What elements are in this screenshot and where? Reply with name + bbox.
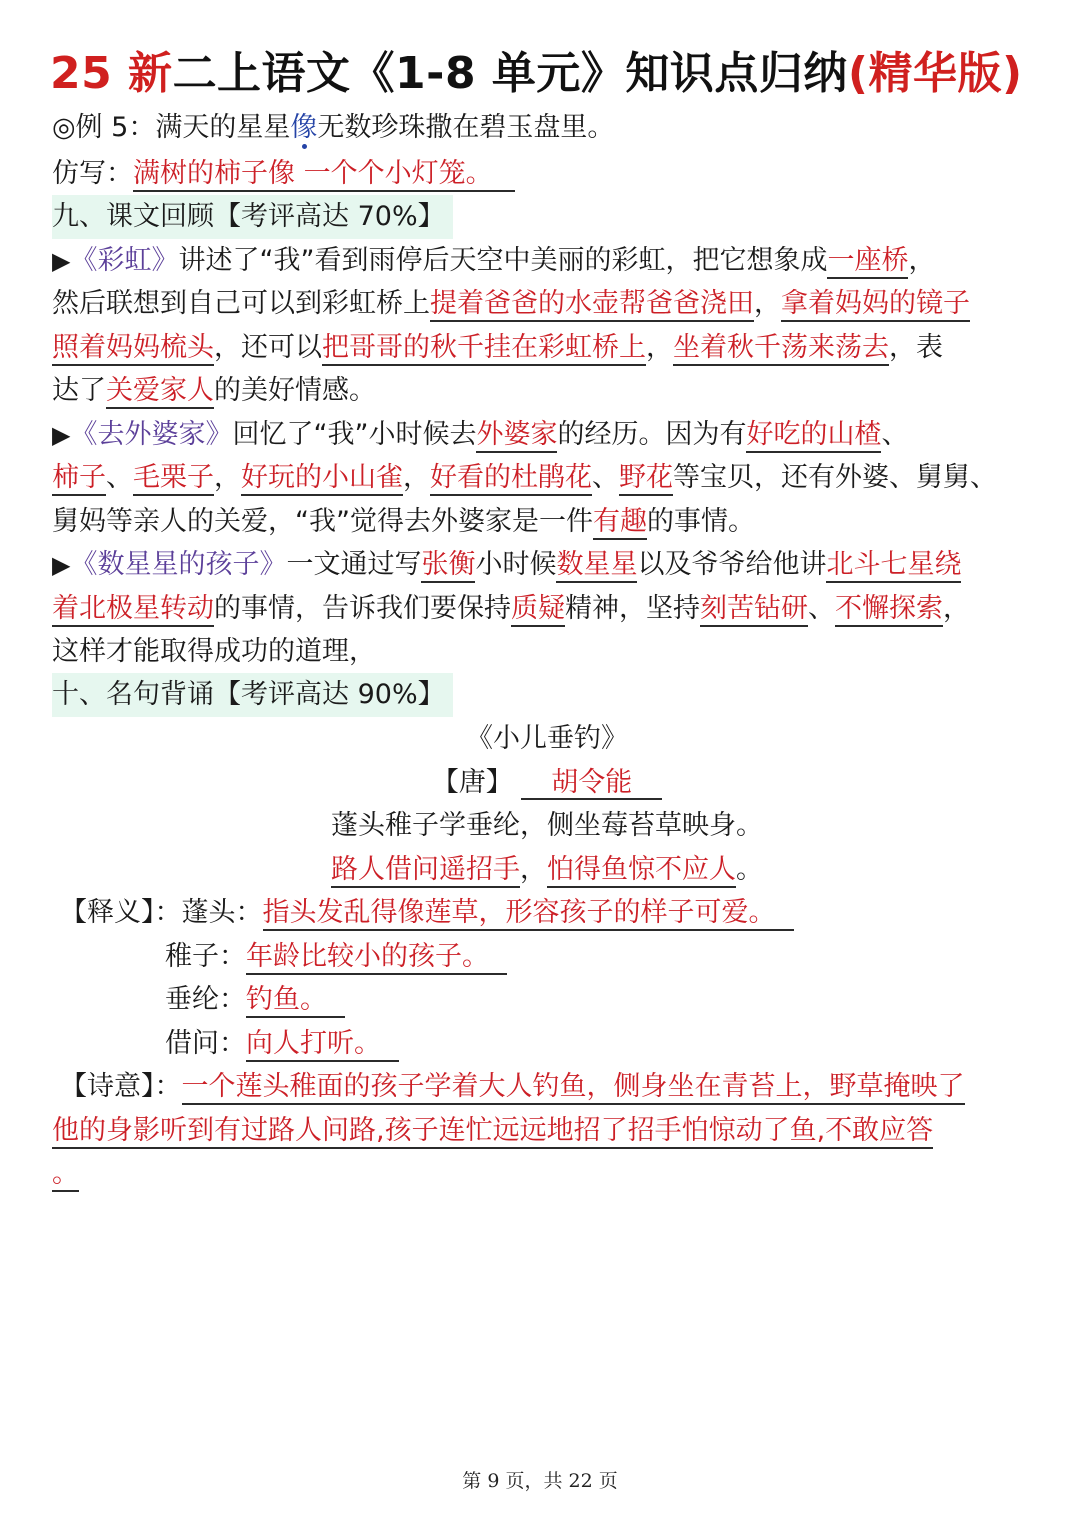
gloss-answer: 年龄比较小的孩子。	[246, 941, 507, 975]
text: 、	[592, 462, 619, 493]
text: 舅妈等亲人的关爱，“我”觉得去外婆家是一件	[52, 506, 593, 537]
para3-line3: 这样才能取得成功的道理，	[52, 636, 376, 667]
para2-line2	[52, 456, 1042, 500]
gloss-line2	[165, 935, 1080, 979]
imitation-answer: 满树的柿子像 一个个小灯笼。	[133, 158, 515, 192]
text: 、	[106, 462, 133, 493]
para3-line2	[52, 587, 1042, 631]
text: 、	[808, 593, 835, 624]
page-footer: 第 9 页，共 22 页	[462, 1470, 618, 1492]
text: 达了	[52, 375, 106, 406]
answer: 质疑	[511, 593, 565, 627]
text: 小时候	[475, 549, 557, 580]
gloss-term: 垂纶：	[165, 984, 246, 1015]
poem-line1: 蓬头稚子学垂纶，侧坐莓苔草映身。	[331, 810, 763, 841]
title-prefix: 25 新	[50, 48, 173, 99]
text: ，表	[889, 332, 943, 363]
book-title-waipojia: 《去外婆家》	[70, 419, 233, 450]
text: 的事情。	[646, 506, 755, 537]
text: 的美好情感。	[214, 375, 376, 406]
gloss-term: 稚子：	[165, 941, 246, 972]
answer: 好玩的小山雀	[241, 462, 403, 496]
poem-line2	[52, 848, 1042, 892]
answer: 刻苦钻研	[700, 593, 808, 627]
page-title	[50, 44, 1040, 104]
imitation-label: 仿写：	[52, 158, 133, 189]
meaning-answer: 。	[52, 1158, 79, 1192]
example-line	[52, 106, 1042, 150]
text: 等宝贝，还有外婆、舅舅、	[673, 462, 997, 493]
answer: 有趣	[593, 506, 647, 540]
para1-line4	[52, 369, 1042, 413]
para1-line3	[52, 326, 1042, 370]
text: 回忆了“我”小时候去	[232, 419, 477, 450]
text: 的事情，告诉我们要保持	[214, 593, 511, 624]
example-rest: 无数珍珠撒在碧玉盘里。	[317, 112, 615, 143]
text: 讲述了“我”看到雨停后天空中美丽的彩虹，把它想象成	[178, 245, 828, 276]
poem-author-line	[52, 761, 1042, 805]
text: 的经历。因为有	[557, 419, 747, 450]
answer: 毛栗子	[133, 462, 214, 496]
text: 、	[881, 419, 909, 450]
section9-heading: 九、课文回顾【考评高达 70%】	[52, 195, 453, 239]
poem-dynasty: 【唐】	[431, 767, 513, 798]
answer: 好看的杜鹃花	[430, 462, 592, 496]
gloss-term: 借问：	[165, 1028, 246, 1059]
text: ，	[520, 854, 547, 885]
answer: 拿着妈妈的镜子	[781, 288, 970, 322]
text: 然后联想到自己可以到彩虹桥上	[52, 288, 430, 319]
answer: 路人借问遥招手	[331, 854, 520, 888]
text: ，还可以	[214, 332, 322, 363]
answer: 怕得鱼惊不应人	[547, 854, 736, 888]
text: ，	[646, 332, 673, 363]
example-key-word: 像	[290, 112, 318, 143]
answer: 一座桥	[827, 245, 908, 279]
meaning-line3	[52, 1152, 1042, 1196]
answer: 张衡	[421, 549, 475, 583]
triangle-bullet-icon: ▶	[52, 247, 71, 275]
para1-line1	[52, 239, 1042, 284]
text: ，	[403, 462, 430, 493]
meaning-line2	[52, 1109, 1042, 1153]
gloss-line3	[165, 978, 1080, 1022]
text: 精神，坚持	[565, 593, 700, 624]
answer: 不懈探索	[835, 593, 943, 627]
gloss-answer: 钓鱼。	[246, 984, 345, 1018]
meaning-answer: 他的身影听到有过路人问路,孩子连忙远远地招了招手怕惊动了鱼,不敢应答	[52, 1115, 933, 1149]
answer: 提着爸爸的水壶帮爸爸浇田	[430, 288, 754, 322]
text: 以及爷爷给他讲	[637, 549, 827, 580]
text: ，	[908, 245, 936, 276]
triangle-bullet-icon: ▶	[52, 421, 71, 449]
book-title-shuxingxing: 《数星星的孩子》	[70, 549, 287, 580]
answer: 坐着秋千荡来荡去	[673, 332, 889, 366]
gloss-term: 蓬头：	[181, 897, 263, 928]
meaning-label: 【诗意】：	[60, 1071, 182, 1102]
title-suffix: (精华版)	[847, 48, 1023, 99]
answer: 北斗七星绕	[826, 549, 961, 583]
triangle-bullet-icon: ▶	[52, 551, 71, 579]
text: 。	[736, 854, 763, 885]
para3-line1	[52, 543, 1042, 588]
gloss-line1	[60, 891, 1050, 935]
poem-title: 《小儿垂钓》	[466, 723, 628, 754]
poem-author: 胡令能	[521, 767, 662, 800]
answer: 柿子	[52, 462, 106, 496]
para2-line1	[52, 413, 1042, 458]
text: ，	[214, 462, 241, 493]
gloss-line4	[165, 1022, 1080, 1066]
answer: 关爱家人	[106, 375, 214, 409]
gloss-answer: 向人打听。	[246, 1028, 399, 1062]
text: ，	[943, 593, 970, 624]
section10-heading: 十、名句背诵【考评高达 90%】	[52, 673, 453, 717]
text: ，	[754, 288, 781, 319]
para2-line3	[52, 500, 1042, 544]
answer: 外婆家	[476, 419, 557, 453]
para1-line2	[52, 282, 1042, 326]
answer: 着北极星转动	[52, 593, 214, 627]
answer: 把哥哥的秋千挂在彩虹桥上	[322, 332, 646, 366]
meaning-line1	[60, 1065, 1050, 1109]
answer: 数星星	[556, 549, 637, 583]
title-main: 二上语文《1-8 单元》知识点归纳	[172, 48, 848, 99]
gloss-label: 【释义】：	[60, 897, 182, 928]
gloss-answer: 指头发乱得像莲草，形容孩子的样子可爱。	[263, 897, 794, 931]
answer: 野花	[619, 462, 673, 496]
imitation-line	[52, 152, 1042, 196]
text: 一文通过写	[286, 549, 422, 580]
answer: 好吃的山楂	[746, 419, 881, 453]
example-label: ◎例 5：满天的星星	[52, 112, 291, 143]
meaning-answer: 一个莲头稚面的孩子学着大人钓鱼，侧身坐在青苔上，野草掩映了	[182, 1071, 965, 1105]
book-title-caihong: 《彩虹》	[70, 245, 179, 276]
answer: 照着妈妈梳头	[52, 332, 214, 366]
